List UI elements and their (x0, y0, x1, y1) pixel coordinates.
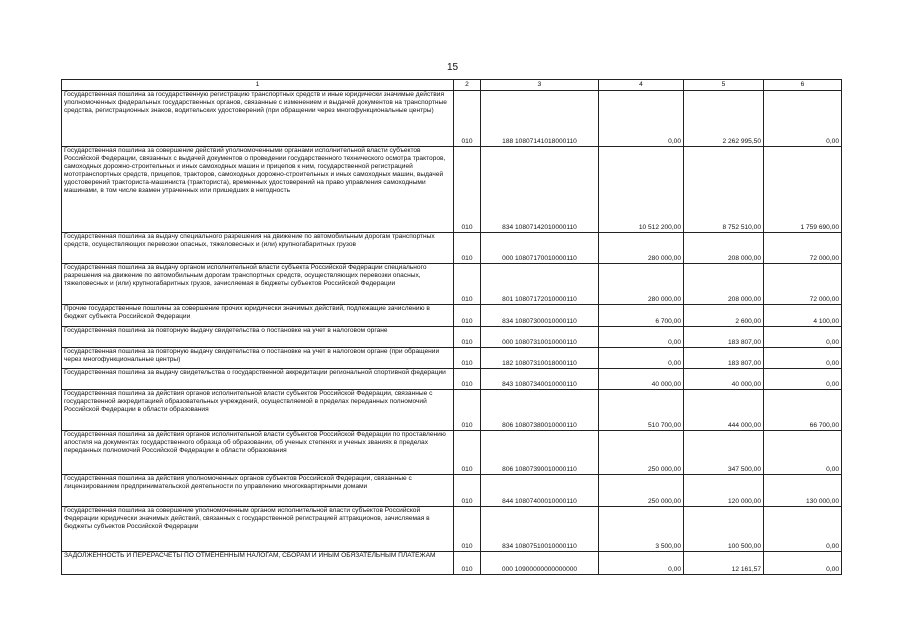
row-value-col6: 66 700,00 (764, 390, 842, 431)
row-budget-code: 843 10807340010000110 (481, 369, 599, 390)
column-header-4: 4 (599, 80, 684, 91)
row-value-col4: 0,00 (599, 327, 684, 348)
table-row (62, 305, 842, 327)
row-line-code: 010 (454, 147, 481, 233)
row-name: Государственная пошлина за действия уполномоченных органов субъектов Российской Федерации, связанные с лицензированием предпринимательской деятельности по управлению многоквартирными домами (62, 475, 454, 507)
row-value-col6: 4 100,00 (764, 305, 842, 327)
row-value-col4: 40 000,00 (599, 369, 684, 390)
row-value-col5: 444 000,00 (684, 390, 764, 431)
column-header-row (62, 80, 842, 91)
table-row (62, 507, 842, 552)
row-name: Государственная пошлина за выдачу специального разрешения на движение по автомобильным дорогам транспортных средств, осуществляющих перевозки опасных, тяжеловесных и (или) крупногабаритных грузов (62, 233, 454, 264)
row-name: Государственная пошлина за действия органов исполнительной власти субъектов Российской Федерации по проставлению апостиля на документах государственного образца об образовании, об ученых степенях и ученых званиях в пределах переданных полномочий Российской Федерации в области образования (62, 431, 454, 475)
row-line-code: 010 (454, 264, 481, 305)
row-value-col4: 280 000,00 (599, 233, 684, 264)
row-budget-code: 806 10807380010000110 (481, 390, 599, 431)
row-budget-code: 182 10807310018000110 (481, 348, 599, 369)
row-budget-code: 000 10807170010000110 (481, 233, 599, 264)
table-row (62, 264, 842, 305)
row-value-col6: 0,00 (764, 431, 842, 475)
row-name: Государственная пошлина за действия органов исполнительной власти субъектов Российской Федерации, связанные с государственной аккредитацией образовательных учреждений, осуществляемой в пределах переданных полномочий Российской Федерации в области образования (62, 390, 454, 431)
row-value-col5: 2 262 995,50 (684, 91, 764, 147)
row-name: Государственная пошлина за выдачу органом исполнительной власти субъекта Российской Федерации специального разрешения на движение по автомобильным дорогам транспортных средств, осуществляющих перевозки опасных, тяжеловесных и (или) крупногабаритных грузов, зачисляемая в бюджеты субъектов Российской Федерации (62, 264, 454, 305)
column-header-3: 3 (481, 80, 599, 91)
row-budget-code: 834 10807300010000110 (481, 305, 599, 327)
row-value-col4: 10 512 200,00 (599, 147, 684, 233)
row-value-col5: 40 000,00 (684, 369, 764, 390)
row-line-code: 010 (454, 305, 481, 327)
row-budget-code: 844 10807400010000110 (481, 475, 599, 507)
row-line-code: 010 (454, 552, 481, 575)
row-budget-code: 806 10807390010000110 (481, 431, 599, 475)
row-name: Государственная пошлина за совершение действий уполномоченными органами исполнительной власти субъектов Российской Федерации, связанных с выдачей документов о проведении государственного технического осмотра тракторов, самоходных дорожно-строительных и иных самоходных машин и прицепов к ним, государственной регистрацией мототранспортных средств, прицепов, тракторов, самоходных дорожно-строительных и иных самоходных машин, выдачей удостоверений тракториста-машиниста (тракториста), временных удостоверений на право управления самоходными машинами, в том числе взамен утраченных или пришедших в негодность (62, 147, 454, 233)
row-name: ЗАДОЛЖЕННОСТЬ И ПЕРЕРАСЧЕТЫ ПО ОТМЕНЕННЫМ НАЛОГАМ, СБОРАМ И ИНЫМ ОБЯЗАТЕЛЬНЫМ ПЛАТЕЖАМ (62, 552, 454, 575)
row-budget-code: 000 10900000000000000 (481, 552, 599, 575)
table-row (62, 369, 842, 390)
revenue-table (61, 79, 842, 575)
row-budget-code: 834 10807510010000110 (481, 507, 599, 552)
row-line-code: 010 (454, 475, 481, 507)
row-value-col6: 0,00 (764, 348, 842, 369)
row-value-col6: 0,00 (764, 369, 842, 390)
page-number: 15 (446, 62, 459, 73)
row-line-code: 010 (454, 390, 481, 431)
column-header-5: 5 (684, 80, 764, 91)
row-line-code: 010 (454, 431, 481, 475)
row-value-col5: 12 161,57 (684, 552, 764, 575)
row-name: Прочие государственные пошлины за совершение прочих юридически значимых действий, подлежащие зачислению в бюджет субъекта Российской Федерации (62, 305, 454, 327)
row-budget-code: 834 10807142010000110 (481, 147, 599, 233)
row-value-col4: 280 000,00 (599, 264, 684, 305)
row-value-col6: 72 000,00 (764, 264, 842, 305)
row-line-code: 010 (454, 233, 481, 264)
row-value-col5: 2 600,00 (684, 305, 764, 327)
table-row (62, 147, 842, 233)
row-value-col6: 0,00 (764, 91, 842, 147)
row-value-col6: 72 000,00 (764, 233, 842, 264)
table-row (62, 475, 842, 507)
row-value-col5: 183 807,00 (684, 327, 764, 348)
row-value-col5: 8 752 510,00 (684, 147, 764, 233)
row-line-code: 010 (454, 507, 481, 552)
row-value-col4: 3 500,00 (599, 507, 684, 552)
row-value-col5: 347 500,00 (684, 431, 764, 475)
row-value-col4: 0,00 (599, 348, 684, 369)
row-value-col6: 0,00 (764, 507, 842, 552)
row-line-code: 010 (454, 348, 481, 369)
column-header-6: 6 (764, 80, 842, 91)
row-name: Государственная пошлина за совершение уполномоченным органом исполнительной власти субъектов Российской Федерации юридически значимых действий, связанных с государственной регистрацией аттракционов, зачисляемая в бюджеты субъектов Российской Федерации (62, 507, 454, 552)
table-row (62, 327, 842, 348)
table-row (62, 431, 842, 475)
row-value-col4: 6 700,00 (599, 305, 684, 327)
row-value-col6: 0,00 (764, 552, 842, 575)
row-line-code: 010 (454, 369, 481, 390)
row-value-col6: 0,00 (764, 327, 842, 348)
row-name: Государственная пошлина за государственную регистрацию транспортных средств и иные юридически значимые действия уполномоченных федеральных государственных органов, связанные с изменением и выдачей документов на транспортные средства, регистрационных знаков, водительских удостоверений (при обращении через многофункциональные центры) (62, 91, 454, 147)
row-value-col6: 130 000,00 (764, 475, 842, 507)
row-value-col4: 0,00 (599, 91, 684, 147)
table-row (62, 390, 842, 431)
row-value-col6: 1 759 690,00 (764, 147, 842, 233)
row-value-col5: 120 000,00 (684, 475, 764, 507)
column-header-2: 2 (454, 80, 481, 91)
table-row (62, 348, 842, 369)
row-name: Государственная пошлина за выдачу свидетельства о государственной аккредитации региональной спортивной федерации (62, 369, 454, 390)
row-line-code: 010 (454, 327, 481, 348)
row-value-col5: 100 500,00 (684, 507, 764, 552)
row-value-col4: 250 000,00 (599, 431, 684, 475)
row-name: Государственная пошлина за повторную выдачу свидетельства о постановке на учет в налоговом органе (при обращении через многофункциональные центры) (62, 348, 454, 369)
row-value-col5: 183 807,00 (684, 348, 764, 369)
row-line-code: 010 (454, 91, 481, 147)
row-value-col5: 208 000,00 (684, 233, 764, 264)
row-value-col4: 0,00 (599, 552, 684, 575)
table-row (62, 552, 842, 575)
row-budget-code: 188 10807141018000110 (481, 91, 599, 147)
row-value-col4: 510 700,00 (599, 390, 684, 431)
column-header-1: 1 (62, 80, 454, 91)
row-budget-code: 000 10807310010000110 (481, 327, 599, 348)
row-value-col4: 250 000,00 (599, 475, 684, 507)
row-name: Государственная пошлина за повторную выдачу свидетельства о постановке на учет в налоговом органе (62, 327, 454, 348)
table-row (62, 233, 842, 264)
row-budget-code: 801 10807172010000110 (481, 264, 599, 305)
row-value-col5: 208 000,00 (684, 264, 764, 305)
table-row (62, 91, 842, 147)
